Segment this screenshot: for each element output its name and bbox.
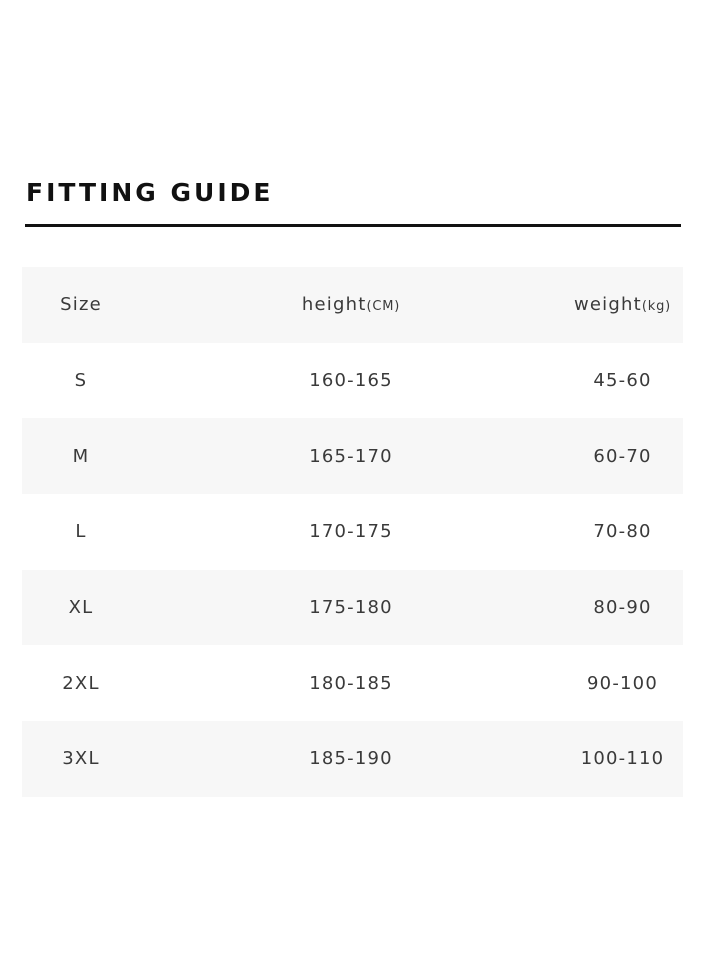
height-cell: 170-175: [309, 521, 393, 543]
weight-cell: 60-70: [593, 445, 652, 467]
size-cell: XL: [68, 597, 94, 619]
header-weight-label: weight: [573, 294, 642, 316]
table-row: [22, 721, 683, 797]
page-title: FITTING GUIDE: [26, 178, 274, 207]
size-chart-table: [22, 267, 683, 797]
header-size: Size: [60, 294, 102, 316]
table-header-row: [22, 267, 683, 343]
table-row: [22, 343, 683, 419]
weight-cell: 45-60: [593, 370, 652, 392]
height-cell: 175-180: [309, 597, 393, 619]
header-height-label: height: [301, 294, 367, 316]
header-height: [140, 294, 562, 315]
size-cell: L: [75, 521, 87, 543]
size-cell: M: [72, 445, 90, 467]
height-cell: 165-170: [309, 445, 393, 467]
table-row: [22, 570, 683, 646]
height-cell: 185-190: [309, 748, 393, 770]
size-cell: 3XL: [62, 748, 100, 770]
header-height-unit: (CM): [366, 299, 401, 315]
height-cell: 180-185: [309, 672, 393, 694]
header-weight-unit: (kg): [641, 299, 671, 315]
table-row: [22, 418, 683, 494]
size-cell: S: [74, 370, 88, 392]
title-divider: [25, 224, 681, 227]
weight-cell: 90-100: [587, 672, 658, 694]
weight-cell: 80-90: [593, 597, 652, 619]
weight-cell: 70-80: [593, 521, 652, 543]
weight-cell: 100-110: [580, 748, 665, 770]
table-row: [22, 494, 683, 570]
table-row: [22, 645, 683, 721]
size-cell: 2XL: [62, 672, 100, 694]
height-cell: 160-165: [309, 370, 393, 392]
header-weight: [562, 294, 683, 315]
